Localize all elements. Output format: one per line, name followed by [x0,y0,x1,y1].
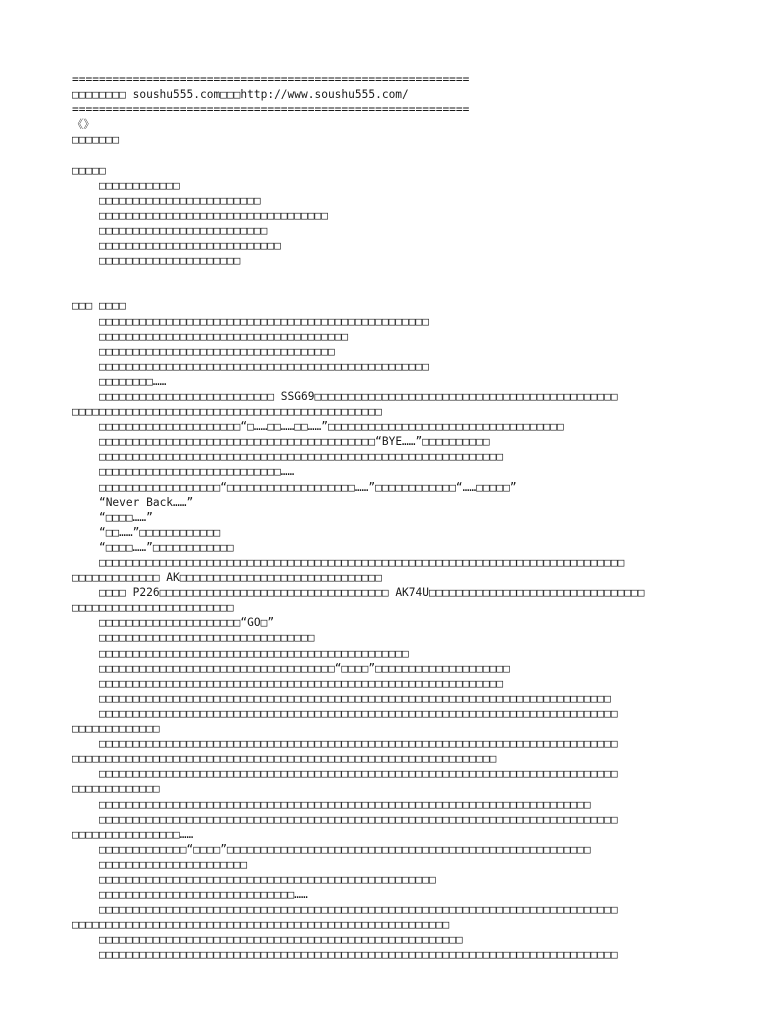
text-line: □□□□□□□□□□□□□□□□□□□□□□□□□□□□□□□□□□□□□□□□□□□□□□□□□□□□□□□□□□□□□□□□□□□□□□□□□ [72,797,591,811]
text-line [72,283,702,298]
text-line: □□□□□□□□□□□□□□□□□□□□□□□□□□□□□□□□□□□□□□□□□□□□□□□□□□□□□□□□□□□□□□□ [72,752,497,766]
text-line: □□□□□□□□□□□□□□□□□□□□□□□□□□□□□□□□ [72,631,315,645]
text-line: □□□□□□□□□□□□□□□□□□□□□□□□□□□□□□□□□□□□□□□□□□□□□□□□□□□□□□□□□□□□□□□□□□□□□□□□□□□□□ [72,767,618,781]
text-line: □□□□□□□□□□□□□□□□□□□□□□□□□□□□□□□□□□□□□□□□□□□□□□□□□□□□□□□□□□□□□□□□□□□□□□□□□□□□ [72,691,611,705]
text-line: □□□□□□□□□□□□□□□□□□□□□“□……□□……□□……”□□□□□□□□□□□□□□□□□□□□□□□□□□□□□□□□□□□ [72,420,564,434]
text-line: □□□□□□□□□□□□□□□□□□□□□□□□ [72,601,234,615]
text-line: □□□□□□□□□□□□□□□□□□□□□□□□□□□…… [72,465,295,479]
text-line: □□□□□ [72,163,106,177]
text-line: □□□□□□□ [72,133,120,147]
text-line: □□□□□□□□□□□□□□□□□□□□□□□□□□□□□□□□□□□“□□□□”□□□□□□□□□□□□□□□□□□□□ [72,661,510,675]
text-line: □□□□□□□□□□□□□□□□□□□□□□□□□□□ [72,239,281,253]
text-line: “□□□□……” [72,510,153,524]
text-line: □□□□□□□□□□□□□□□□…… [72,827,194,841]
text-line: □□□□□□□□□□□□□□□□□□□□□□□□□ [72,223,268,237]
text-line: “□□……”□□□□□□□□□□□□ [72,525,221,539]
text-line: □□□□□□□□□□□□□□□□□□□□□□□□□□□□□□□□□□□□□□□□□□□□□□□□□ [72,314,429,328]
text-line: □□□□□□□□□□□□□□□□□□□□□□□□□□□□□□□□□□□□□□□□□□□□□□ [72,646,409,660]
text-line: □□□□□□□□□□□□□□□□□□□□□□ [72,857,248,871]
text-line [72,147,702,162]
text-line: □□□□□□□□□□□□□□□□□□□□□□□□□□□□□…… [72,888,308,902]
text-line: □□□□□□□□□□□□□ AK□□□□□□□□□□□□□□□□□□□□□□□□□□□□□□ [72,571,382,585]
text-line: □□□ □□□□ [72,299,126,313]
text-line: □□□□□□□□□□□□□□□□□□□□□□□□□□□□□□□□□□□□□□□□□□□□□□□□□□□□□□□□□□□□□□□□□□□□□□□□□□□□□ [72,948,618,962]
text-line: □□□□□□□□□□□□□□□□□□□□□□□□ [72,193,261,207]
text-line: □□□□□□□□□□□□□□□□□□□□□□□□□□□□□□□□□□□□□□□□□□□□□□□□□□□□□□□□□□□□□□□□□□□□□□□□□□□□□□ [72,556,625,569]
document-text [72,72,702,963]
text-line: □□□□□□□□□□□□□□□□□□□□□ [72,254,241,268]
text-line: =========================================================== [72,73,470,86]
text-line: □□□□□□□□□□□□□□□□□□□□□□□□□□□□□□□□□□□□□□□□□□□□□□□□□□□□□□□□□□□□□□□□□□□□□□□□□□□□□ [72,812,618,826]
text-line: □□□□□□□□□□□□□□□□□□□□□□□□□□□□□□□□□□□□□□□□□□□□□□□□□□□□□□□□□□□□ [72,450,504,464]
text-line: □□□□□□□□□□□□□ [72,782,160,796]
text-line: □□□□□□□□□□□□□□□□□□“□□□□□□□□□□□□□□□□□□□……”□□□□□□□□□□□□“……□□□□□” [72,480,517,494]
text-line: □□□□□□□□□□□□□□□□□□□□□□□□□□□□□□□□□□□□□□□□□□□□□□□□□□ [72,872,436,886]
text-line: □□□□□□□□□□□□ [72,178,180,192]
text-line: □□□□□□□□□□□□□□□□□□□□□□□□□□□□□□□□□□ [72,208,328,222]
text-line: □□□□□□□□□□□□□□□□□□□□□□□□□□ SSG69□□□□□□□□□□□□□□□□□□□□□□□□□□□□□□□□□□□□□□□□□□□□□ [72,389,618,403]
text-line: □□□□□□□□□□□□□□□□□□□□□□□□□□□□□□□□□□□ [72,344,335,358]
text-line: □□□□□□□□…… [72,374,167,388]
text-line: “□□□□……”□□□□□□□□□□□□ [72,540,234,554]
text-line: □□□□□□□□□□□□□□□□□□□□□□□□□□□□□□□□□□□□□□□□□□□□□□□□□□□□□□□□□□□□□□□□□□□□□□□□□□□□□ [72,706,618,720]
text-line: □□□□□□□□□□□□□□□□□□□□□□□□□□□□□□□□□□□□□□□□□“BYE……”□□□□□□□□□□ [72,435,490,449]
text-line: “Never Back……” [72,495,194,509]
text-line: □□□□□□□□□□□□□□□□□□□□□□□□□□□□□□□□□□□□□□□□□□□□□□□□□ [72,359,429,373]
text-line: □□□□□□□□□□□□□□□□□□□□□□□□□□□□□□□□□□□□□□□□□□□□□□□□□□□□□□□□ [72,918,450,932]
text-line: □□□□□□□□□□□□□□□□□□□□□□□□□□□□□□□□□□□□□□□□□□□□□□ [72,405,382,419]
text-line: =========================================================== [72,103,470,117]
text-line: 《》 [72,118,95,132]
text-line [72,268,702,283]
text-line: □□□□□□□□□□□□□□□□□□□□□□□□□□□□□□□□□□□□□□□□□□□□□□□□□□□□□□□□□□□□□□□□□□□□□□□□□□□□□ [72,737,618,751]
text-line: □□□□□□□□□□□□□□□□□□□□□□□□□□□□□□□□□□□□□□□□□□□□□□□□□□□□□□□□□□□□ [72,676,504,690]
text-line: □□□□□□□□□□□□□“□□□□”□□□□□□□□□□□□□□□□□□□□□□□□□□□□□□□□□□□□□□□□□□□□□□□□□□□□□□ [72,842,591,856]
text-line: □□□□ P226□□□□□□□□□□□□□□□□□□□□□□□□□□□□□□□□□□ AK74U□□□□□□□□□□□□□□□□□□□□□□□□□□□□□□□□ [72,586,645,600]
text-line: □□□□□□□□□□□□□□□□□□□□□□□□□□□□□□□□□□□□□□□□□□□□□□□□□□□□□□ [72,933,463,947]
text-line: □□□□□□□□□□□□□□□□□□□□□“GO□” [72,616,275,630]
text-line: □□□□□□□□□□□□□□□□□□□□□□□□□□□□□□□□□□□□□ [72,329,349,343]
text-line: □□□□□□□□□□□□□□□□□□□□□□□□□□□□□□□□□□□□□□□□□□□□□□□□□□□□□□□□□□□□□□□□□□□□□□□□□□□□□ [72,903,618,917]
text-line: □□□□□□□□□□□□□ [72,722,160,736]
text-line: □□□□□□□□ soushu555.com□□□http://www.soushu555.com/ [72,88,409,102]
